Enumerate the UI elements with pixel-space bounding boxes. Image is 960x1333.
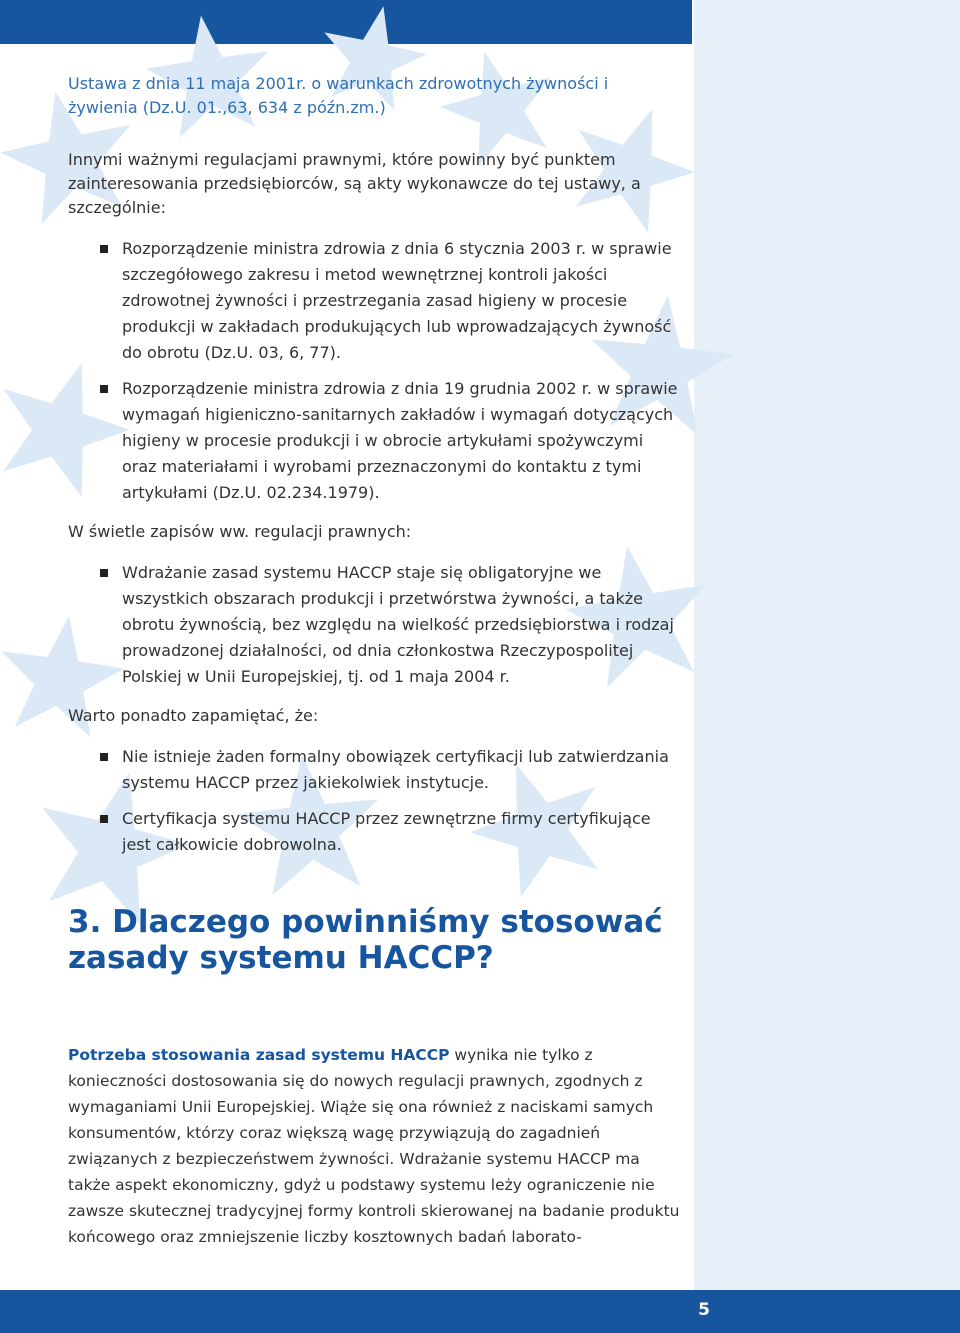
- list-item: [68, 744, 680, 796]
- square-bullet-icon: [100, 753, 108, 761]
- section-paragraph: [68, 1042, 680, 1250]
- haccp-obligation-list: [68, 560, 680, 690]
- regulations-lead: W świetle zapisów ww. regulacji prawnych:: [68, 522, 412, 541]
- list-item-text: Rozporządzenie ministra zdrowia z dnia 19 grudnia 2002 r. w sprawie wymagań higieniczno-sanitarnych zakładów i wymagań dotyczących higieny w procesie produkcji i w obrocie artykułami spożywczymi oraz materiałami i wyrobami przeznaczonymi do kontaktu z tymi artykułami (Dz.U. 02.234.1979).: [122, 379, 678, 502]
- square-bullet-icon: [100, 245, 108, 253]
- list-item-text: Rozporządzenie ministra zdrowia z dnia 6 stycznia 2003 r. w sprawie szczegółowego zakresu i metod wewnętrznej kontroli jakości zdrowotnej żywności i przestrzegania zasad higieny w procesie produkcji w zakładach produkujących lub wprowadzających żywność do obrotu (Dz.U. 03, 6, 77).: [122, 239, 672, 362]
- section-lead-bold: Potrzeba stosowania zasad systemu HACCP: [68, 1046, 450, 1064]
- square-bullet-icon: [100, 385, 108, 393]
- section-body-text: wynika nie tylko z konieczności dostosowania się do nowych regulacji prawnych, zgodnych z wymaganiami Unii Europejskiej. Wiąże się ona również z naciskami samych konsumentów, którzy coraz większą wagę przywiązują do zagadnień związanych z bezpieczeństwem żywności. Wdrażanie systemu HACCP ma także aspekt ekonomiczny, gdyż u podstawy systemu leży ograniczenie nie zawsze skutecznej tradycyjnej formy kontroli skierowanej na badanie produktu końcowego oraz zmniejszenie liczby kosztownych badań laborato-: [68, 1046, 680, 1246]
- remember-list: [68, 744, 680, 858]
- page-content: [68, 72, 680, 1266]
- square-bullet-icon: [100, 815, 108, 823]
- list-item-text: Wdrażanie zasad systemu HACCP staje się obligatoryjne we wszystkich obszarach produkcji i przetwórstwa żywności, a także obrotu żywnością, bez względu na wielkość przedsiębiorstwa i rodzaj prowadzonej działalności, od dnia członkostwa Rzeczypospolitej Polskiej w Unii Europejskiej, tj. od 1 maja 2004 r.: [122, 563, 674, 686]
- footer-bar: [0, 1290, 960, 1333]
- list-item: [68, 806, 680, 858]
- page-number: 5: [698, 1300, 710, 1320]
- list-item-text: Certyfikacja systemu HACCP przez zewnętrzne firmy certyfikujące jest całkowicie dobrowolna.: [122, 809, 651, 854]
- list-item: [68, 236, 680, 366]
- regulation-list: [68, 236, 680, 506]
- square-bullet-icon: [100, 569, 108, 577]
- remember-lead: Warto ponadto zapamiętać, że:: [68, 706, 319, 725]
- list-item: [68, 560, 680, 690]
- law-reference: Ustawa z dnia 11 maja 2001r. o warunkach zdrowotnych żywności i żywienia (Dz.U. 01.,63, 634 z późn.zm.): [68, 74, 609, 117]
- intro-paragraph: Innymi ważnymi regulacjami prawnymi, które powinny być punktem zainteresowania przedsiębiorców, są akty wykonawcze do tej ustawy, a szczególnie:: [68, 150, 641, 217]
- list-item: [68, 376, 680, 506]
- list-item-text: Nie istnieje żaden formalny obowiązek certyfikacji lub zatwierdzania systemu HACCP przez jakiekolwiek instytucje.: [122, 747, 669, 792]
- section-heading: 3. Dlaczego powinniśmy stosować zasady systemu HACCP?: [68, 904, 663, 976]
